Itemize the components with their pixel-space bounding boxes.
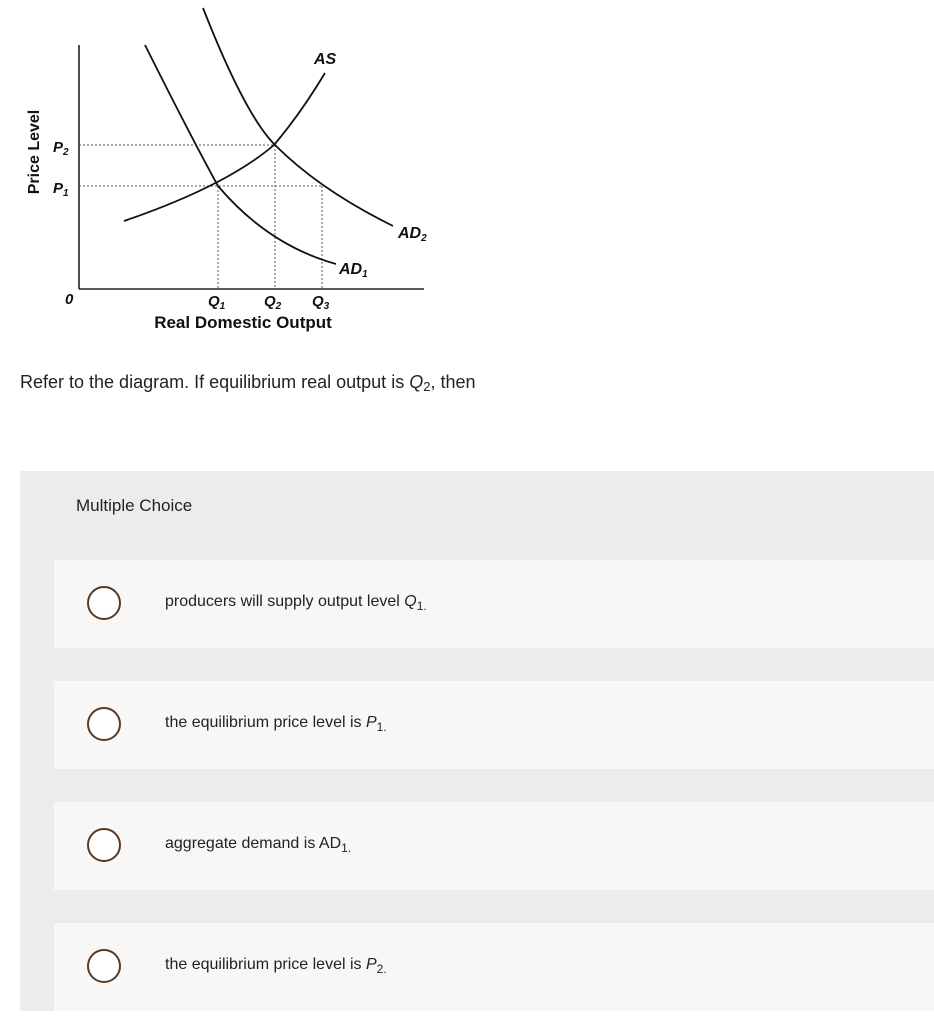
choice-option-2[interactable] bbox=[54, 681, 934, 769]
choice-label: the equilibrium price level is $P_{2.}$ bbox=[165, 956, 387, 976]
choice-label: the equilibrium price level is $P_{1.}$ bbox=[165, 714, 387, 734]
ad1-curve bbox=[145, 45, 336, 264]
q1-label: $Q_1$ bbox=[208, 293, 226, 312]
question-var: Q bbox=[409, 372, 424, 392]
choice-option-1[interactable] bbox=[54, 560, 934, 648]
radio-button[interactable] bbox=[87, 828, 121, 862]
ad2-curve bbox=[203, 8, 393, 226]
choice-option-3[interactable] bbox=[54, 802, 934, 890]
p1-label: $P_1$ bbox=[53, 180, 69, 199]
p2-label: $P_2$ bbox=[53, 139, 69, 158]
radio-button[interactable] bbox=[87, 707, 121, 741]
question-prefix: Refer to the diagram. If equilibrium real output is bbox=[20, 372, 410, 392]
x-axis-title: Real Domestic Output bbox=[154, 313, 332, 332]
origin-label: 0 bbox=[65, 291, 74, 308]
question-suffix: , then bbox=[430, 372, 476, 392]
multiple-choice-header: Multiple Choice bbox=[76, 496, 193, 515]
ad1-label: AD1 bbox=[339, 261, 368, 280]
multiple-choice-panel bbox=[20, 471, 934, 1011]
as-label: AS bbox=[314, 51, 337, 68]
q2-label: $Q_2$ bbox=[264, 293, 282, 312]
y-axis-title: Price Level bbox=[26, 109, 43, 195]
choice-label: aggregate demand is $AD_{1.}$ bbox=[165, 835, 352, 855]
q3-label: $Q_3$ bbox=[312, 293, 330, 312]
ad2-label: AD2 bbox=[398, 225, 427, 244]
as-curve bbox=[124, 73, 325, 221]
radio-button[interactable] bbox=[87, 949, 121, 983]
choice-option-4[interactable] bbox=[54, 923, 934, 1011]
choice-label: producers will supply output level $Q_{1.}$ bbox=[165, 593, 427, 613]
question-text bbox=[20, 372, 476, 394]
radio-button[interactable] bbox=[87, 586, 121, 620]
question-sub: 2 bbox=[423, 379, 431, 394]
ad-as-diagram bbox=[0, 0, 470, 345]
